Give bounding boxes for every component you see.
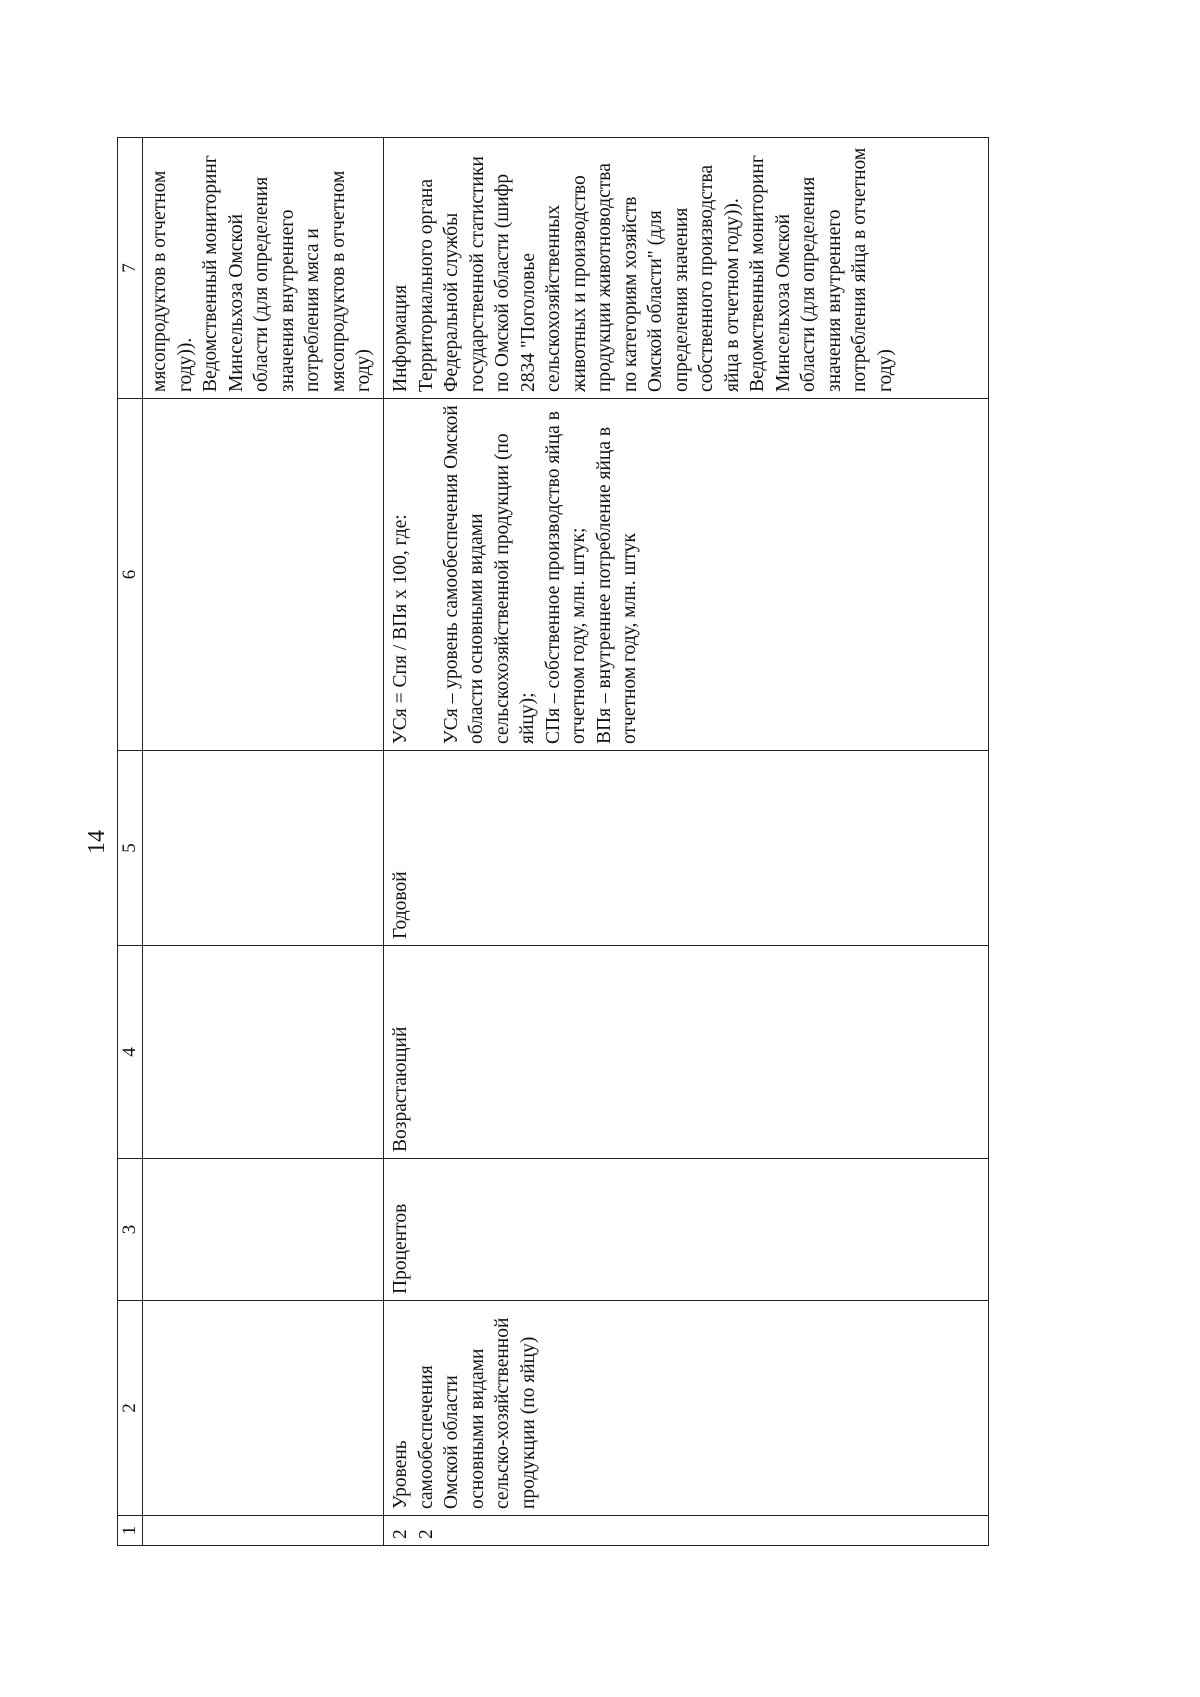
cell-direction: Возрастающий xyxy=(384,946,989,1159)
column-header: 7 xyxy=(118,138,143,399)
cell-indicator-name: Уровень самообеспечения Омской области основными видами сельско-хозяйственной продукции (по яйцу) xyxy=(384,1301,989,1516)
cell-data-source: мясопродуктов в отчетном году)). Ведомственный мониторинг Минсельхоза Омской области (для определения значения внутреннего потребления мяса и мясопродуктов в отчетном году) xyxy=(143,138,384,399)
column-header: 6 xyxy=(118,399,143,751)
cell-indicator-name xyxy=(143,1301,384,1516)
cell-number: 22 xyxy=(384,1516,989,1546)
column-header: 5 xyxy=(118,751,143,946)
cell-periodicity xyxy=(143,751,384,946)
formula-expression: УСя = Спя / ВПя х 100, где: xyxy=(390,514,411,744)
cell-formula xyxy=(143,399,384,751)
rotated-landscape-content xyxy=(84,138,1200,1546)
cell-number xyxy=(143,1516,384,1546)
cell-data-source: Информация Территориального органа Федеральной службы государственной статистики по Омской области (шифр 2834 "Поголовье сельскохозяйственных животных и производство продукции животноводства по категориям хозяйств Омской области" (для определения значения собственного производства яйца в отчетном году)). Ведомственный мониторинг Минсельхоза Омской области (для определения значения внутреннего потребления яйца в отчетном году) xyxy=(384,138,989,399)
table-row xyxy=(384,138,989,1546)
column-header: 3 xyxy=(118,1159,143,1301)
cell-unit: Процентов xyxy=(384,1159,989,1301)
indicator-table xyxy=(117,137,989,1546)
table-header-row xyxy=(118,138,143,1546)
column-header: 4 xyxy=(118,946,143,1159)
cell-unit xyxy=(143,1159,384,1301)
cell-direction xyxy=(143,946,384,1159)
formula-definitions: УСя – уровень самообеспечения Омской области основными видами сельскохозяйственной продукции (по яйцу); СПя – собственное производство яйца в отчетном году, млн. штук; ВПя – внутреннее потребление яйца в отчетном году, млн. штук xyxy=(440,405,640,744)
cell-formula xyxy=(384,399,989,751)
column-header: 1 xyxy=(118,1516,143,1546)
table-row xyxy=(143,138,384,1546)
cell-periodicity: Годовой xyxy=(384,751,989,946)
column-header: 2 xyxy=(118,1301,143,1516)
page-number: 14 xyxy=(84,830,110,854)
